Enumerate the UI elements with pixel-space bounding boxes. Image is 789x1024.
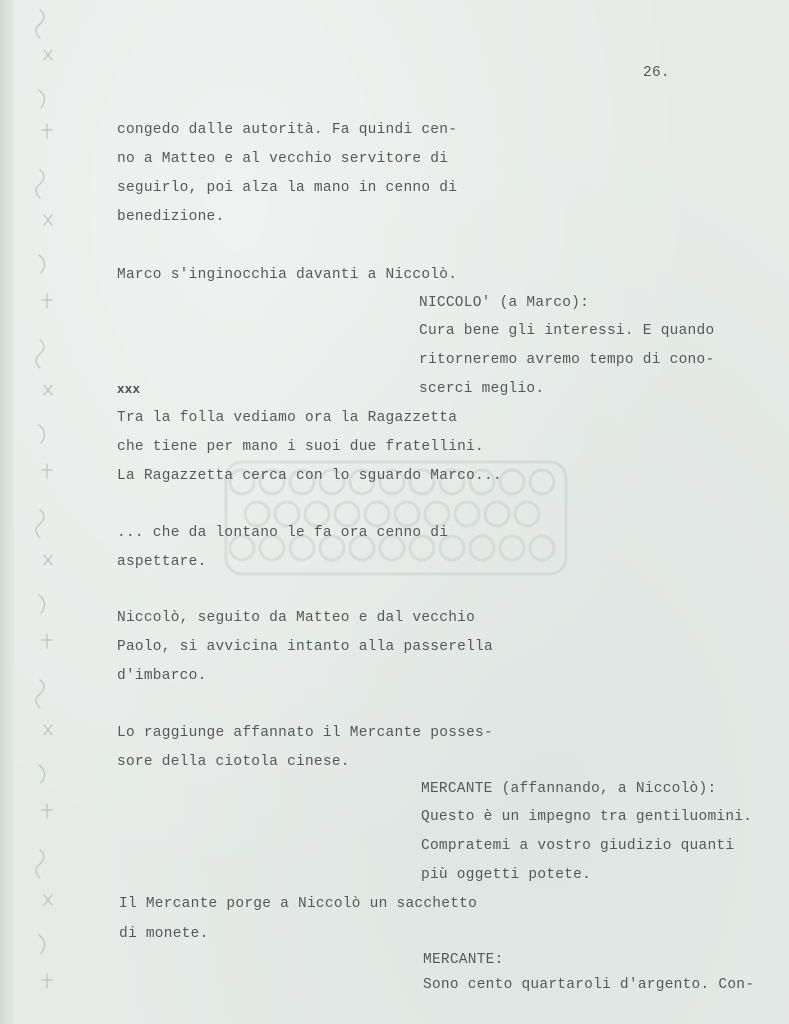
- torn-margin-decoration: [30, 0, 64, 1024]
- text-line: di monete.: [119, 926, 209, 942]
- dialogue-line: più oggetti potete.: [421, 867, 592, 883]
- text-line: benedizione.: [117, 209, 225, 225]
- dialogue-line: ritorneremo avremo tempo di cono-: [419, 352, 715, 368]
- text-line: ... che da lontano le fa ora cenno di: [117, 525, 449, 541]
- text-line: no a Matteo e al vecchio servitore di: [117, 151, 449, 167]
- text-line: La Ragazzetta cerca con lo sguardo Marco...: [117, 468, 502, 484]
- character-cue: MERCANTE:: [423, 952, 504, 968]
- text-line: Lo raggiunge affannato il Mercante posses-: [117, 725, 493, 741]
- text-line: seguirlo, poi alza la mano in cenno di: [117, 180, 458, 196]
- text-line: sore della ciotola cinese.: [117, 754, 350, 770]
- page-number: 26.: [643, 65, 670, 81]
- text-line: che tiene per mano i suoi due fratellini.: [117, 439, 485, 455]
- text-line: Paolo, si avvicina intanto alla passerella: [117, 639, 493, 655]
- dialogue-line: scerci meglio.: [419, 381, 545, 397]
- character-cue: NICCOLO' (a Marco):: [419, 295, 590, 311]
- dialogue-line: Compratemi a vostro giudizio quanti: [421, 838, 735, 854]
- text-line: Tra la folla vediamo ora la Ragazzetta: [117, 410, 458, 426]
- text-line: Il Mercante porge a Niccolò un sacchetto: [119, 896, 478, 912]
- text-line: congedo dalle autorità. Fa quindi cen-: [117, 122, 458, 138]
- text-line: Niccolò, seguito da Matteo e dal vecchio: [117, 610, 476, 626]
- struck-out-mark: xxx: [117, 383, 141, 397]
- page-binding-edge: [0, 0, 14, 1024]
- text-line: aspettare.: [117, 554, 207, 570]
- dialogue-line: Sono cento quartaroli d'argento. Con-: [423, 977, 755, 993]
- dialogue-line: Questo è un impegno tra gentiluomini.: [421, 809, 753, 825]
- dialogue-line: Cura bene gli interessi. E quando: [419, 323, 715, 339]
- text-line: d'imbarco.: [117, 668, 207, 684]
- text-line: Marco s'inginocchia davanti a Niccolò.: [117, 267, 458, 283]
- character-cue: MERCANTE (affannando, a Niccolò):: [421, 781, 717, 797]
